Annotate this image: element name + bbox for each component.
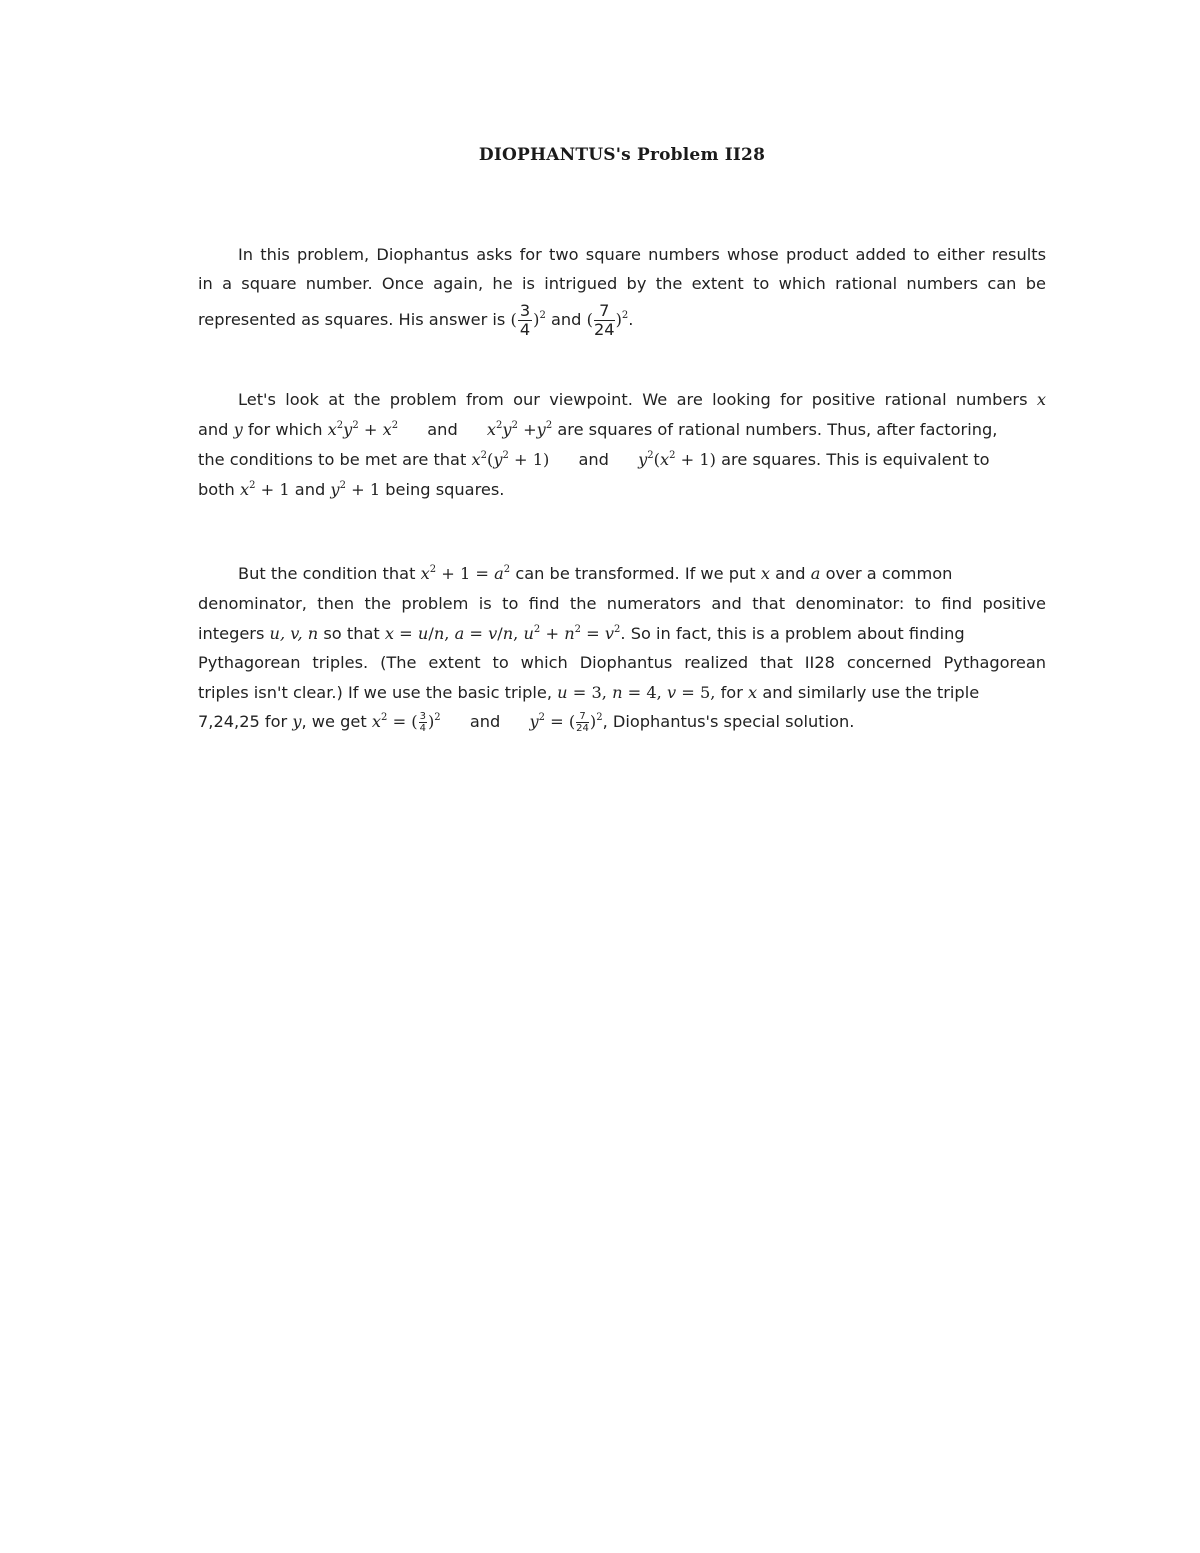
page-title: DIOPHANTUS's Problem II28	[478, 145, 766, 165]
paragraph-3-line-1: But the condition that $x^2 + 1 = a^2$ can be transformed. If we put x and a over a common	[238, 564, 953, 583]
paragraph-3-line-3: integers u, v, n so that x = u/n, a = v/n, $u^2 + n^2 = v^2$. So in fact, this is a problem about finding	[198, 624, 965, 643]
paragraph-3-line-4: Pythagorean triples. (The extent to which Diophantus realized that II28 concerned Pythagorean	[198, 653, 1046, 672]
solution-fraction-1: $\frac{3}{4}$	[419, 711, 426, 734]
paragraph-2-line-4: both $x^2 + 1$ and $y^2 + 1$ being squares.	[198, 480, 505, 499]
answer-fraction-2: $\frac{7}{24}$	[593, 301, 615, 339]
paragraph-3-line-2: denominator, then the problem is to find the numerators and that denominator: to find positive	[198, 594, 1046, 613]
answer-lead-text: represented as squares. His answer is	[198, 310, 506, 329]
answer-fraction-1: $\frac{3}{4}$	[519, 301, 531, 339]
paragraph-3-line-5: triples isn't clear.) If we use the basic triple, u = 3, n = 4, v = 5, for x and similarly use the triple	[198, 683, 980, 702]
paragraph-2-line-3: the conditions to be met are that $x^2(y^2 + 1)$ and $y^2(x^2 + 1)$ are squares. This is equivalent to	[198, 450, 990, 469]
paragraph-1-line-3: represented as squares. His answer is ( $\frac{3}{4}$ )$^2$ and ( $\frac{7}{24}$ )$^2$.	[198, 301, 634, 339]
paragraph-2-line-2: and y for which $x^2y^2 + x^2$ and $x^2y^2 +y^2$ are squares of rational numbers. Thus, after factoring,	[198, 420, 998, 439]
paragraph-1-line-2: in a square number. Once again, he is intrigued by the extent to which rational numbers can be	[198, 274, 1046, 293]
solution-fraction-2: $\frac{7}{24}$	[576, 711, 589, 734]
paragraph-3-line-6: 7,24,25 for y, we get $x^2$ = ( $\frac{3}{4}$ )$^2$ and $y^2$ = ( $\frac{7}{24}$ )$^2$, Diophantus's special solution.	[198, 711, 855, 734]
paragraph-1-line-1: In this problem, Diophantus asks for two square numbers whose product added to either results	[238, 245, 1046, 264]
answer-and-text: and	[551, 310, 582, 329]
paragraph-2-line-1: Let's look at the problem from our viewpoint. We are looking for positive rational numbers x	[238, 390, 1046, 409]
